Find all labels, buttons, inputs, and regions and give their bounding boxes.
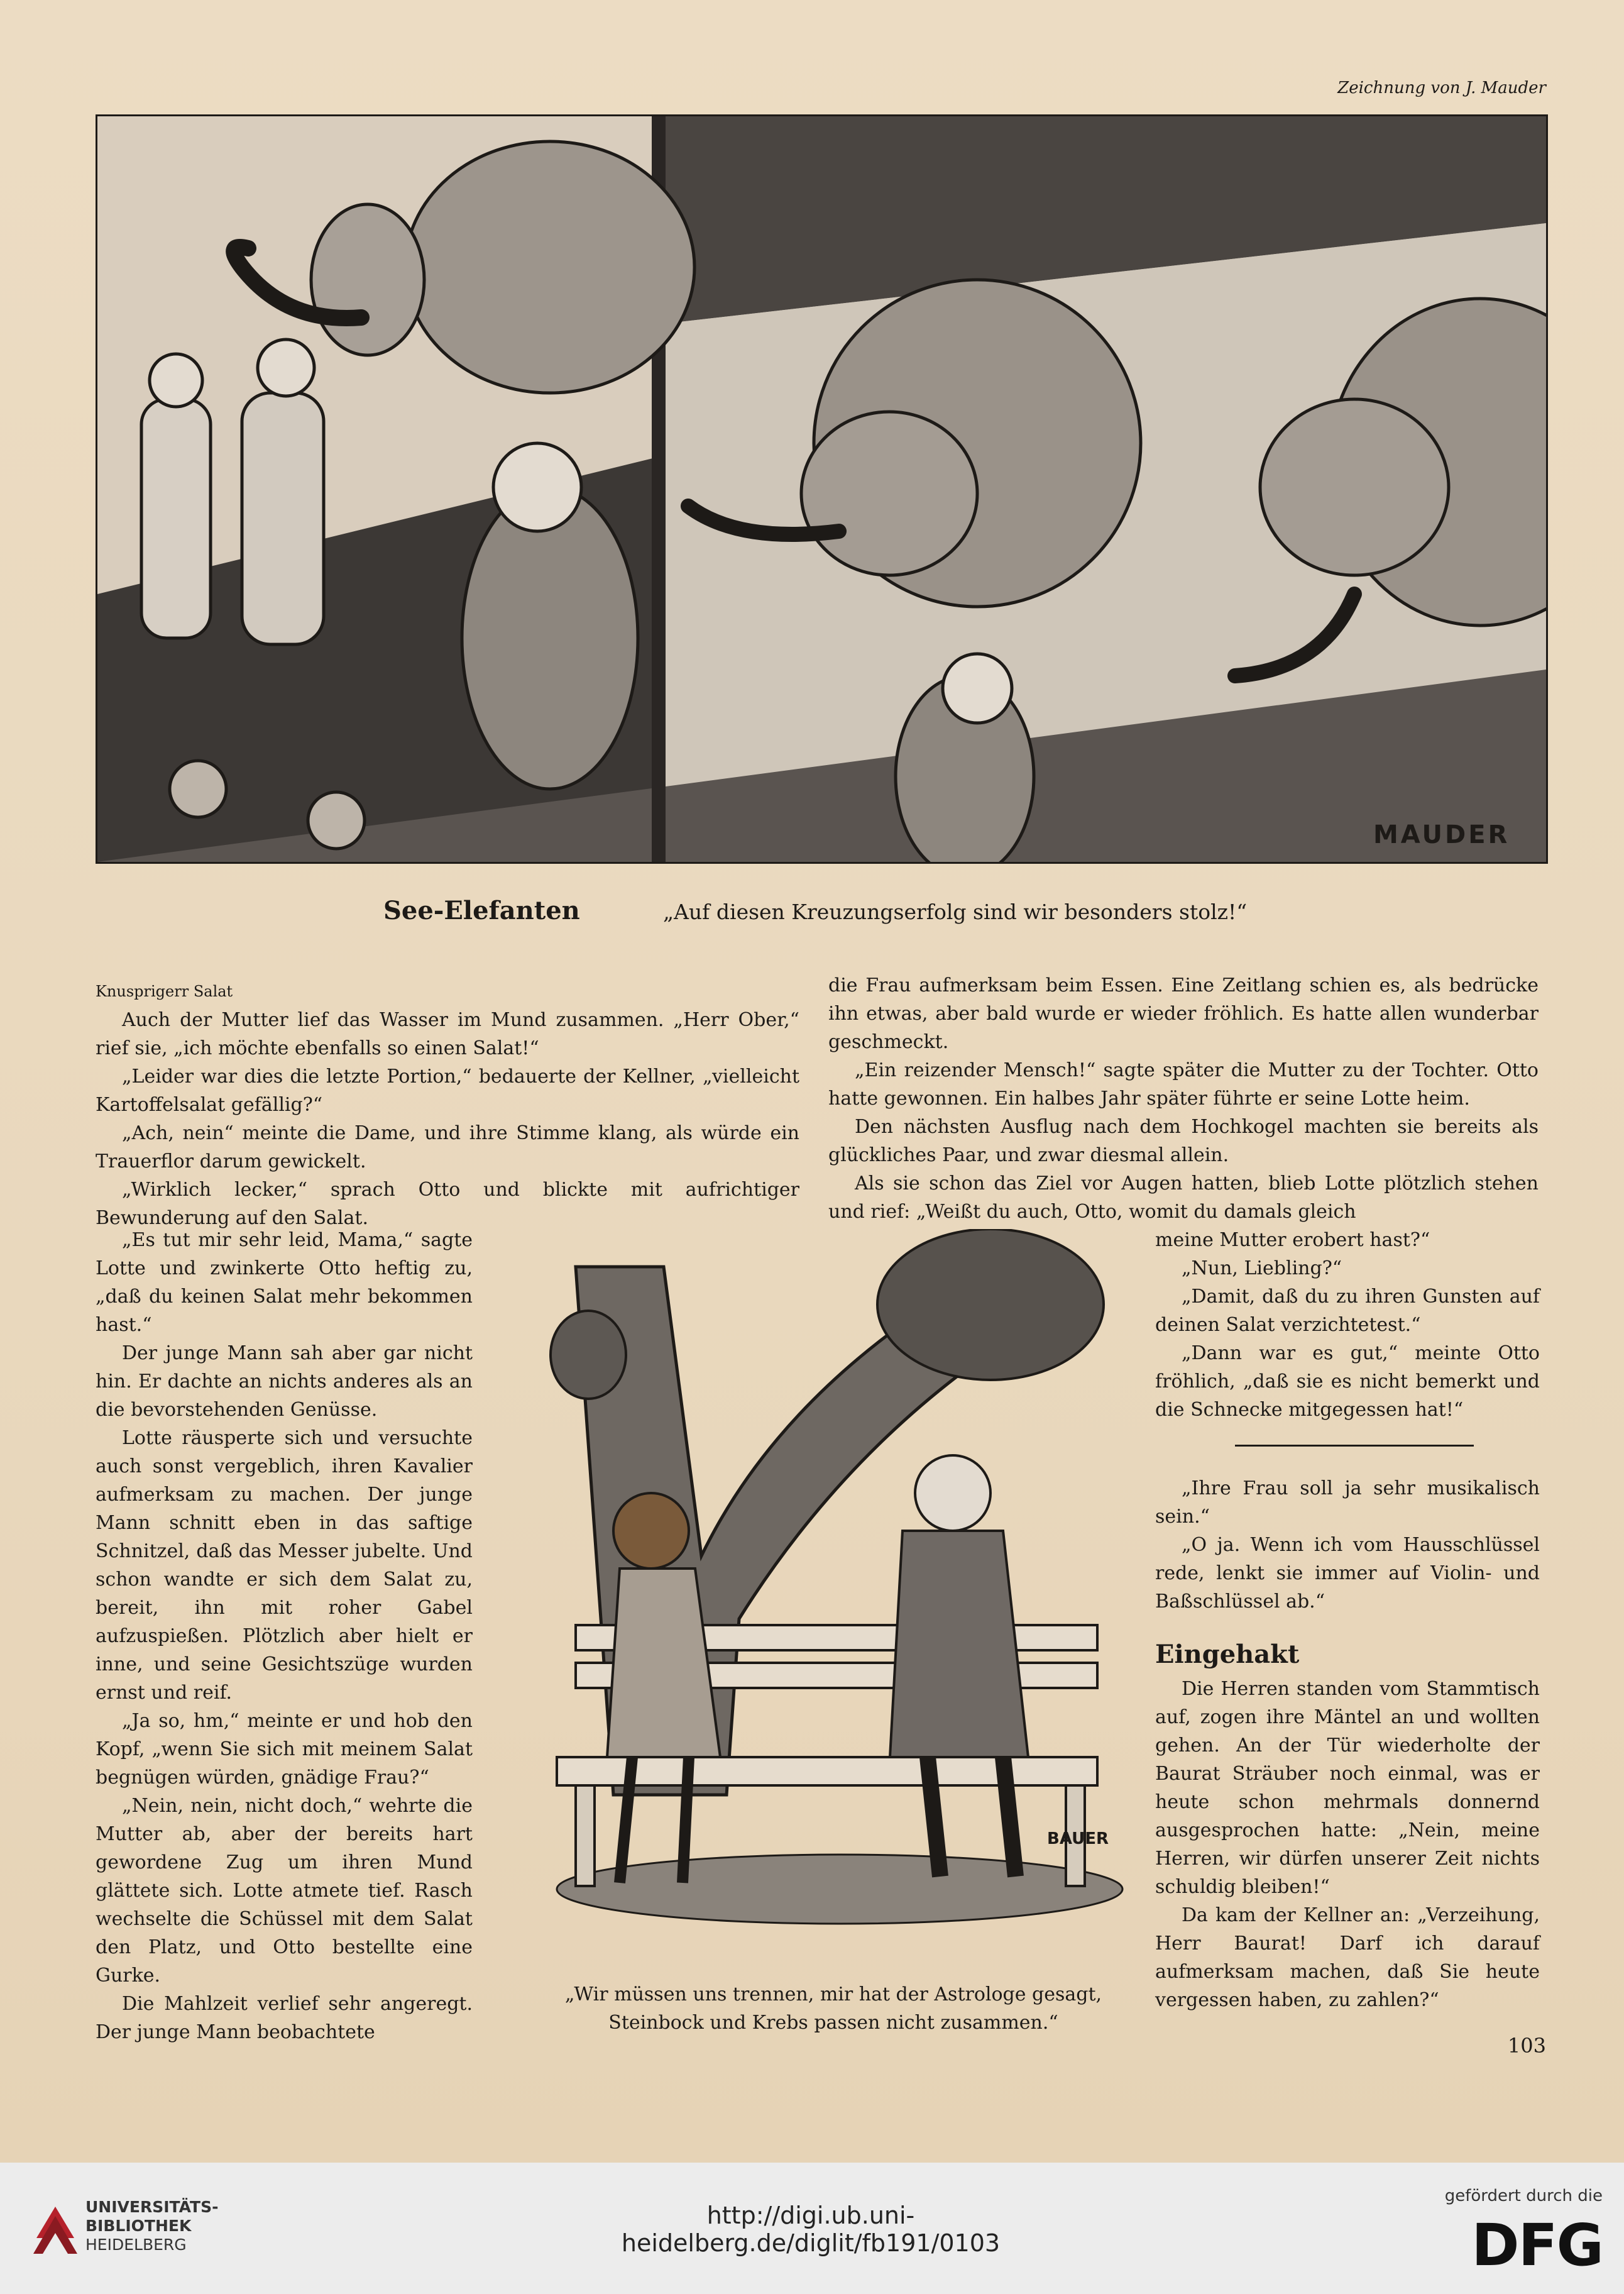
cartoon-quote: „Auf diesen Kreuzungserfolg sind wir besonders stolz!“ [663,900,1248,924]
story-paragraph: Den nächsten Ausflug nach dem Hochkogel machten sie bereits als glückliches Paar, und zwar diesmal allein. [828,1116,1539,1166]
story-column-left-narrow [96,1226,473,2046]
story-paragraph: die Frau aufmerksam beim Essen. Eine Zeitlang schien es, als bedrücke ihn etwas, aber bald wurde er wieder fröhlich. Es hatte allen wunderbar geschmeckt. [828,974,1539,1053]
story-paragraph: „Nun, Liebling?“ [1182,1257,1342,1279]
library-name [85,2198,218,2254]
story-column-left-top [96,978,799,1232]
bauer-signature: BAUER [1047,1829,1109,1848]
story-paragraph: „Nein, nein, nicht doch,“ wehrte die Mutter ab, aber der bereits hart gewordene Zug um ihren Mund glättete sich. Lotte atmete tief. Rasch wechselte die Schüssel mit dem Salat den Platz, und Otto bestellte eine Gurke. [96,1795,473,1987]
story-paragraph: meine Mutter erobert hast?“ [1155,1229,1430,1251]
story-column-right-top [828,971,1539,1226]
bench-cartoon-caption: „Wir müssen uns trennen, mir hat der Astrologe gesagt, Steinbock und Krebs passen nicht zusammen.“ [564,1983,1102,2034]
library-line: BIBLIOTHEK [85,2217,192,2235]
sea-elephants-caption [383,896,1452,934]
story-paragraph: „Es tut mir sehr leid, Mama,“ sagte Lotte und zwinkerte Otto heftig zu, „daß du keinen Salat mehr bekommen hast.“ [96,1229,473,1336]
story-paragraph: Als sie schon das Ziel vor Augen hatten, blieb Lotte plötzlich stehen und rief: „Weißt du auch, Otto, womit du damals gleich [828,1172,1539,1223]
viewer-footer [0,2163,1624,2294]
illustration-credit: Zeichnung von J. Mauder [1337,79,1546,97]
bench-cartoon [538,1229,1129,1927]
sea-elephants-drawing [97,116,1546,862]
eingehakt-title: Eingehakt [1155,1640,1300,1669]
cartoon-title: See-Elefanten [383,896,580,925]
library-line: UNIVERSITÄTS- [85,2198,219,2216]
bench-drawing [538,1229,1129,1927]
story-paragraph: Auch der Mutter lief das Wasser im Mund zusammen. „Herr Ober,“ rief sie, „ich möchte ebenfalls so einen Salat!“ [96,1009,799,1059]
library-emblem-icon [30,2194,80,2263]
dfg-logo[interactable]: DFG [1471,2212,1603,2279]
section-divider [1235,1445,1474,1447]
story-paragraph: „Ach, nein“ meinte die Dame, und ihre Stimme klang, als würde ein Trauerflor darum gewickelt. [96,1122,799,1172]
story-paragraph: Lotte räusperte sich und versuchte auch sonst vergeblich, ihren Kavalier aufmerksam zu machen. Der junge Mann schnitt eben in das saftige Schnitzel, daß das Messer jubelte. Und schon wandte er sich dem Salat zu, bereit, ihn mit roher Gabel aufzuspießen. Plötzlich aber hielt er inne, und seine Gesichtszüge wurden ernst und reif. [96,1427,473,1704]
mauder-signature: MAUDER [1373,820,1510,849]
story-paragraph: „Leider war dies die letzte Portion,“ bedauerte der Kellner, „vielleicht Kartoffelsalat gefällig?“ [96,1066,799,1116]
story-column-right-narrow [1155,1226,1540,2014]
story-paragraph: „Ein reizender Mensch!“ sagte später die Mutter zu der Tochter. Otto hatte gewonnen. Ein halbes Jahr später führte er seine Lotte heim. [828,1059,1539,1110]
eingehakt-paragraph: Die Herren standen vom Stammtisch auf, zogen ihre Mäntel an und wollten gehen. An der Tür wiederholte der Baurat Sträuber noch einmal, was er heute schon mehrmals donnernd ausgesprochen hatte: „Nein, meine Herren, wir dürfen unserer Zeit nichts schuldig bleiben!“ [1155,1678,1540,1898]
permalink-url[interactable]: http://digi.ub.uni-heidelberg.de/diglit/fb191/0103 [621,2202,1001,2257]
university-library-logo[interactable] [30,2194,256,2263]
joke-paragraph: „Ihre Frau soll ja sehr musikalisch sein.“ [1155,1477,1540,1528]
story-paragraph: Die Mahlzeit verlief sehr angeregt. Der junge Mann beobachtete [96,1993,473,2043]
story-paragraph: „Ja so, hm,“ meinte er und hob den Kopf, „wenn Sie sich mit meinem Salat begnügen würden, gnädige Frau?“ [96,1710,473,1789]
story-paragraph: Der junge Mann sah aber gar nicht hin. Er dachte an nichts anderes als an die bevorstehenden Genüsse. [96,1342,473,1421]
story-paragraph: „Dann war es gut,“ meinte Otto fröhlich, „daß sie es nicht bemerkt und die Schnecke mitgegessen hat!“ [1155,1342,1540,1421]
joke-paragraph: „O ja. Wenn ich vom Hausschlüssel rede, lenkt sie immer auf Violin- und Baßschlüssel ab.“ [1155,1534,1540,1613]
sea-elephants-cartoon [96,114,1548,864]
story-paragraph: „Wirklich lecker,“ sprach Otto und blickte mit aufrichtiger Bewunderung auf den Salat. [96,1179,799,1229]
story-subtitle: Knusprigerr Salat [96,983,233,1000]
library-line: HEIDELBERG [85,2236,187,2254]
page-number: 103 [1507,2034,1546,2058]
funded-by-label: gefördert durch die [1444,2186,1603,2205]
eingehakt-paragraph: Da kam der Kellner an: „Verzeihung, Herr Baurat! Darf ich darauf aufmerksam machen, daß Sie heute vergessen haben, zu zahlen?“ [1155,1904,1540,2011]
story-paragraph: „Damit, daß du zu ihren Gunsten auf deinen Salat verzichtetest.“ [1155,1286,1540,1336]
